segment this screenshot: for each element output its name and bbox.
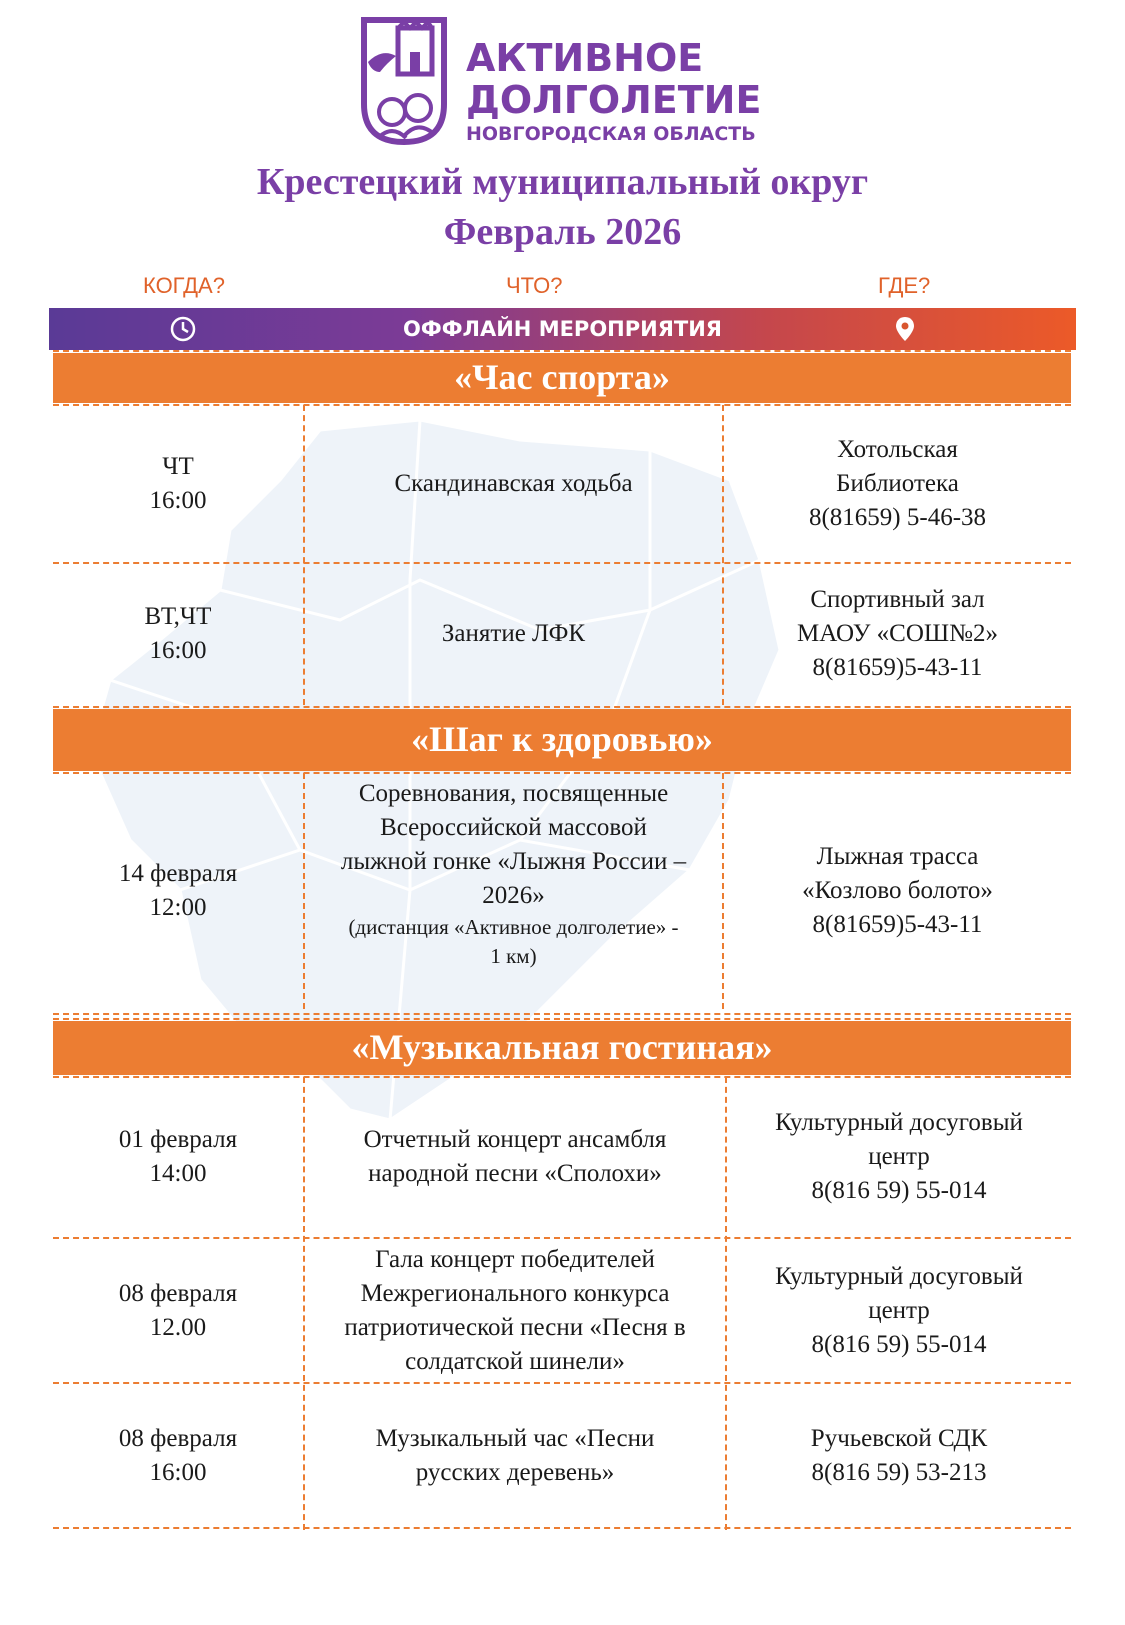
event-time: 16:00 — [149, 637, 207, 664]
event-what — [305, 777, 722, 977]
event-where — [724, 564, 1071, 704]
event-place: МАОУ «СОШ№2» — [797, 620, 998, 647]
event-title: Всероссийской массовой — [380, 814, 647, 841]
location-pin-icon — [891, 315, 919, 343]
offline-events-banner — [49, 308, 1076, 350]
event-when — [53, 564, 303, 704]
logo-region: НОВГОРОДСКАЯ ОБЛАСТЬ — [466, 123, 756, 145]
event-when — [53, 1384, 303, 1527]
event-title: Отчетный концерт ансамбля — [363, 1126, 667, 1153]
event-where — [727, 1384, 1071, 1527]
offline-events-label: ОФФЛАЙН МЕРОПРИЯТИЯ — [403, 317, 722, 341]
event-phone: 8(816 59) 55-014 — [811, 1177, 987, 1204]
event-note: 1 км) — [490, 944, 537, 968]
section-border — [53, 706, 1071, 708]
event-phone: 8(81659)5-43-11 — [812, 911, 983, 938]
event-day: 01 февраля — [118, 1126, 238, 1153]
event-place: Ручьевской СДК — [810, 1424, 988, 1452]
event-phone: 8(81659)5-43-11 — [812, 654, 983, 681]
event-title: Соревнования, посвященные — [358, 780, 669, 807]
section-border — [53, 1018, 1071, 1020]
event-place: Спортивный зал — [810, 586, 985, 613]
event-note: (дистанция «Активное долголетие» - — [348, 915, 679, 939]
column-header-when: КОГДА? — [143, 273, 225, 298]
event-where — [727, 1077, 1071, 1237]
event-title: русских деревень» — [415, 1458, 615, 1486]
event-what — [305, 1239, 725, 1382]
event-title: Музыкальный час «Песни — [375, 1424, 655, 1452]
column-header-where: ГДЕ? — [878, 273, 931, 298]
event-phone: 8(816 59) 55-014 — [811, 1330, 987, 1358]
logo-emblem-icon — [358, 16, 450, 146]
event-phone: 8(816 59) 53-213 — [811, 1458, 987, 1486]
event-title: патриотической песни «Песня в — [344, 1313, 686, 1341]
event-place: Лыжная трасса — [816, 843, 979, 870]
event-where — [724, 405, 1071, 562]
section-title-step-to-health: «Шаг к здоровью» — [53, 709, 1071, 771]
event-place: центр — [868, 1296, 930, 1324]
event-title: солдатской шинели» — [405, 1347, 625, 1375]
event-where — [724, 773, 1071, 1009]
event-place: центр — [868, 1143, 930, 1170]
section-title-music-lounge: «Музыкальная гостиная» — [53, 1021, 1071, 1075]
event-title: народной песни «Сполохи» — [368, 1160, 662, 1187]
event-time: 16:00 — [149, 486, 207, 514]
event-phone: 8(81659) 5-46-38 — [808, 503, 987, 531]
event-title: 2026» — [482, 882, 545, 909]
event-day: 08 февраля — [118, 1424, 238, 1452]
event-what — [305, 1384, 725, 1527]
event-what — [305, 405, 722, 562]
event-title: Межрегионального конкурса — [360, 1279, 670, 1307]
event-title: Скандинавская ходьба — [394, 469, 633, 497]
event-when — [53, 773, 303, 1009]
event-where — [727, 1239, 1071, 1382]
event-title: Занятие ЛФК — [441, 620, 586, 647]
event-time: 16:00 — [149, 1458, 207, 1486]
event-place: Хотольская — [837, 435, 958, 463]
event-day: 14 февраля — [118, 860, 238, 887]
event-time: 12.00 — [149, 1313, 207, 1341]
event-place: Культурный досуговый — [775, 1262, 1023, 1290]
column-header-what: ЧТО? — [506, 273, 563, 298]
event-when — [53, 405, 303, 562]
event-day: ВТ,ЧТ — [144, 603, 212, 630]
logo — [358, 16, 778, 146]
event-title: лыжной гонке «Лыжня России – — [340, 848, 687, 875]
event-time: 14:00 — [149, 1160, 207, 1187]
row-divider — [53, 1527, 1071, 1529]
event-title: Гала концерт победителей — [375, 1245, 655, 1273]
logo-title-line1: АКТИВНОЕ — [466, 36, 704, 80]
event-day: 08 февраля — [118, 1279, 238, 1307]
event-when — [53, 1077, 303, 1237]
section-title-sport-hour: «Час спорта» — [53, 353, 1071, 403]
page-subtitle-month: Февраль 2026 — [443, 211, 682, 253]
event-when — [53, 1239, 303, 1382]
page-title: Крестецкий муниципальный округ — [256, 161, 869, 203]
event-what — [305, 564, 722, 704]
event-place: Библиотека — [836, 469, 959, 497]
event-time: 12:00 — [149, 894, 207, 921]
event-day: ЧТ — [162, 452, 194, 480]
event-place: «Козлово болото» — [802, 877, 993, 904]
logo-title-line2: ДОЛГОЛЕТИЕ — [466, 78, 762, 122]
event-place: Культурный досуговый — [775, 1109, 1023, 1136]
section-border — [53, 350, 1071, 352]
section-border — [53, 1013, 1071, 1015]
event-what — [305, 1077, 725, 1237]
